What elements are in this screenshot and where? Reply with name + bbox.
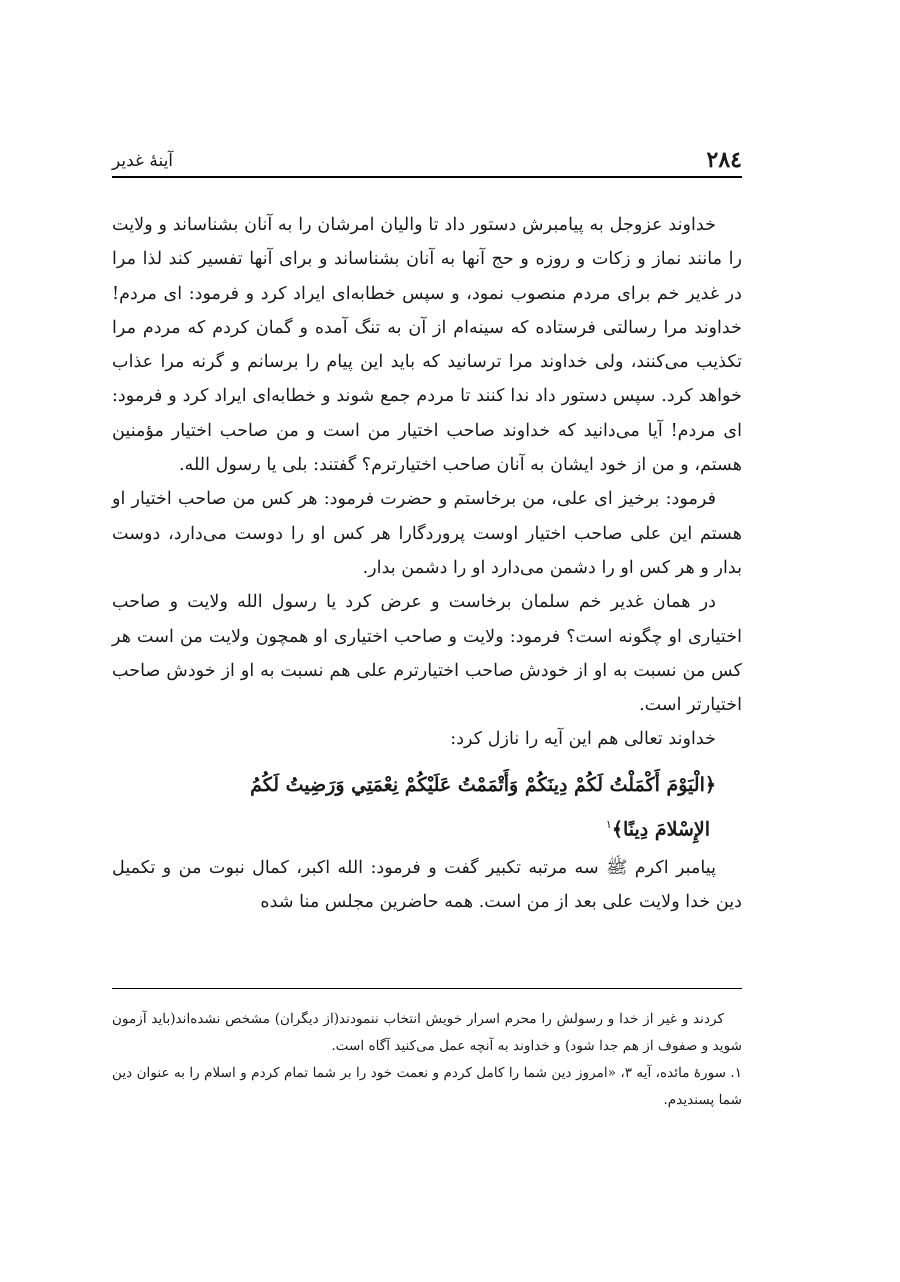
footnote-rule bbox=[112, 988, 742, 989]
running-title: آینۀ غدیر bbox=[112, 151, 174, 171]
paragraph-4: خداوند تعالی هم این آیه را نازل کرد: bbox=[450, 729, 716, 750]
paragraph-3: در همان غدیر خم سلمان برخاست و عرض کرد یا رسول الله ولایت و صاحب اختیاری او چگونه است؟ فرمود: ولایت و صاحب اختیاری او همچون ولایت من است هر کس من نسبت به او از خودش صاحب اختیارترم علی هم نسبت به او از خودش صاحب اختیارتر است. bbox=[112, 592, 742, 716]
paragraph-2: فرمود: برخیز ای علی، من برخاستم و حضرت فرمود: هر کس من صاحب اختیار او هستم این علی صاحب اختیار اوست پروردگارا هر کس او را دوست می‌دارد، دوست بدار و هر کس او را دشمن می‌دارد او را دشمن بدار. bbox=[112, 489, 742, 578]
book-page bbox=[112, 140, 742, 1180]
header-rule bbox=[112, 176, 742, 178]
verse-line-2-wrapper bbox=[112, 805, 716, 849]
footnote-1: ۱. سورۀ مائده، آیه ۳، «امروز دین شما را کامل کردم و نعمت خود را بر شما تمام کردم و اسلام را به عنوان دین شما پسندیدم. bbox=[112, 1065, 742, 1108]
verse-line-2: الإِسْلامَ دِينًا﴾ bbox=[611, 818, 710, 841]
page-header bbox=[112, 140, 742, 180]
quran-verse bbox=[112, 765, 742, 849]
footnotes bbox=[112, 1006, 742, 1114]
footnote-marker: ۱ bbox=[605, 817, 612, 831]
main-text bbox=[112, 208, 742, 920]
paragraph-1: خداوند عزوجل به پیامبرش دستور داد تا والیان امرشان را به آنان بشناساند و ولایت را مانند نماز و زکات و روزه و حج آنها به آنان بشناساند و برای آنها تفسیر کند لذا مرا در غدیر خم برای مردم منصوب نمود، و سپس خطابه‌ای ایراد کرد و فرمود: ای مردم! خداوند مرا رسالتی فرستاده که سینه‌ام از آن به تنگ آمده و گمان کردم که مردم مرا تکذیب می‌کنند، ولی خداوند مرا ترسانید که باید این پیام را برسانم و گرنه مرا عذاب خواهد کرد. سپس دستور داد ندا کنند تا مردم جمع شوند و خطابه‌ای ایراد کرد و فرمود: ای مردم! آیا می‌دانید که خداوند صاحب اختیار من است و من صاحب اختیار مؤمنین هستم، و من از خود ایشان به آنان صاحب اختیارترم؟ گفتند: بلی یا رسول الله. bbox=[112, 215, 742, 476]
page-number: ۲۸٤ bbox=[706, 147, 742, 173]
footnote-continuation: کردند و غیر از خدا و رسولش را محرم اسرار خویش انتخاب ننمودند(از دیگران) مشخص نشده‌اند(باید آزمون شوید و صفوف از هم جدا شود) و خداوند به آنچه عمل می‌کنید آگاه است. bbox=[112, 1011, 742, 1054]
verse-line-1: ﴿الْيَوْمَ أَكْمَلْتُ لَكُمْ دِينَكُمْ وَأَتْمَمْتُ عَلَيْكُمْ نِعْمَتِي وَرَضِيتُ لَكُمُ bbox=[250, 773, 716, 796]
closing-paragraph: پیامبر اکرم ﷺ سه مرتبه تکبیر گفت و فرمود: الله اکبر، کمال نبوت من و تکمیل دین خدا ولایت علی بعد از من است. همه حاضرین مجلس منا شده bbox=[112, 858, 742, 913]
